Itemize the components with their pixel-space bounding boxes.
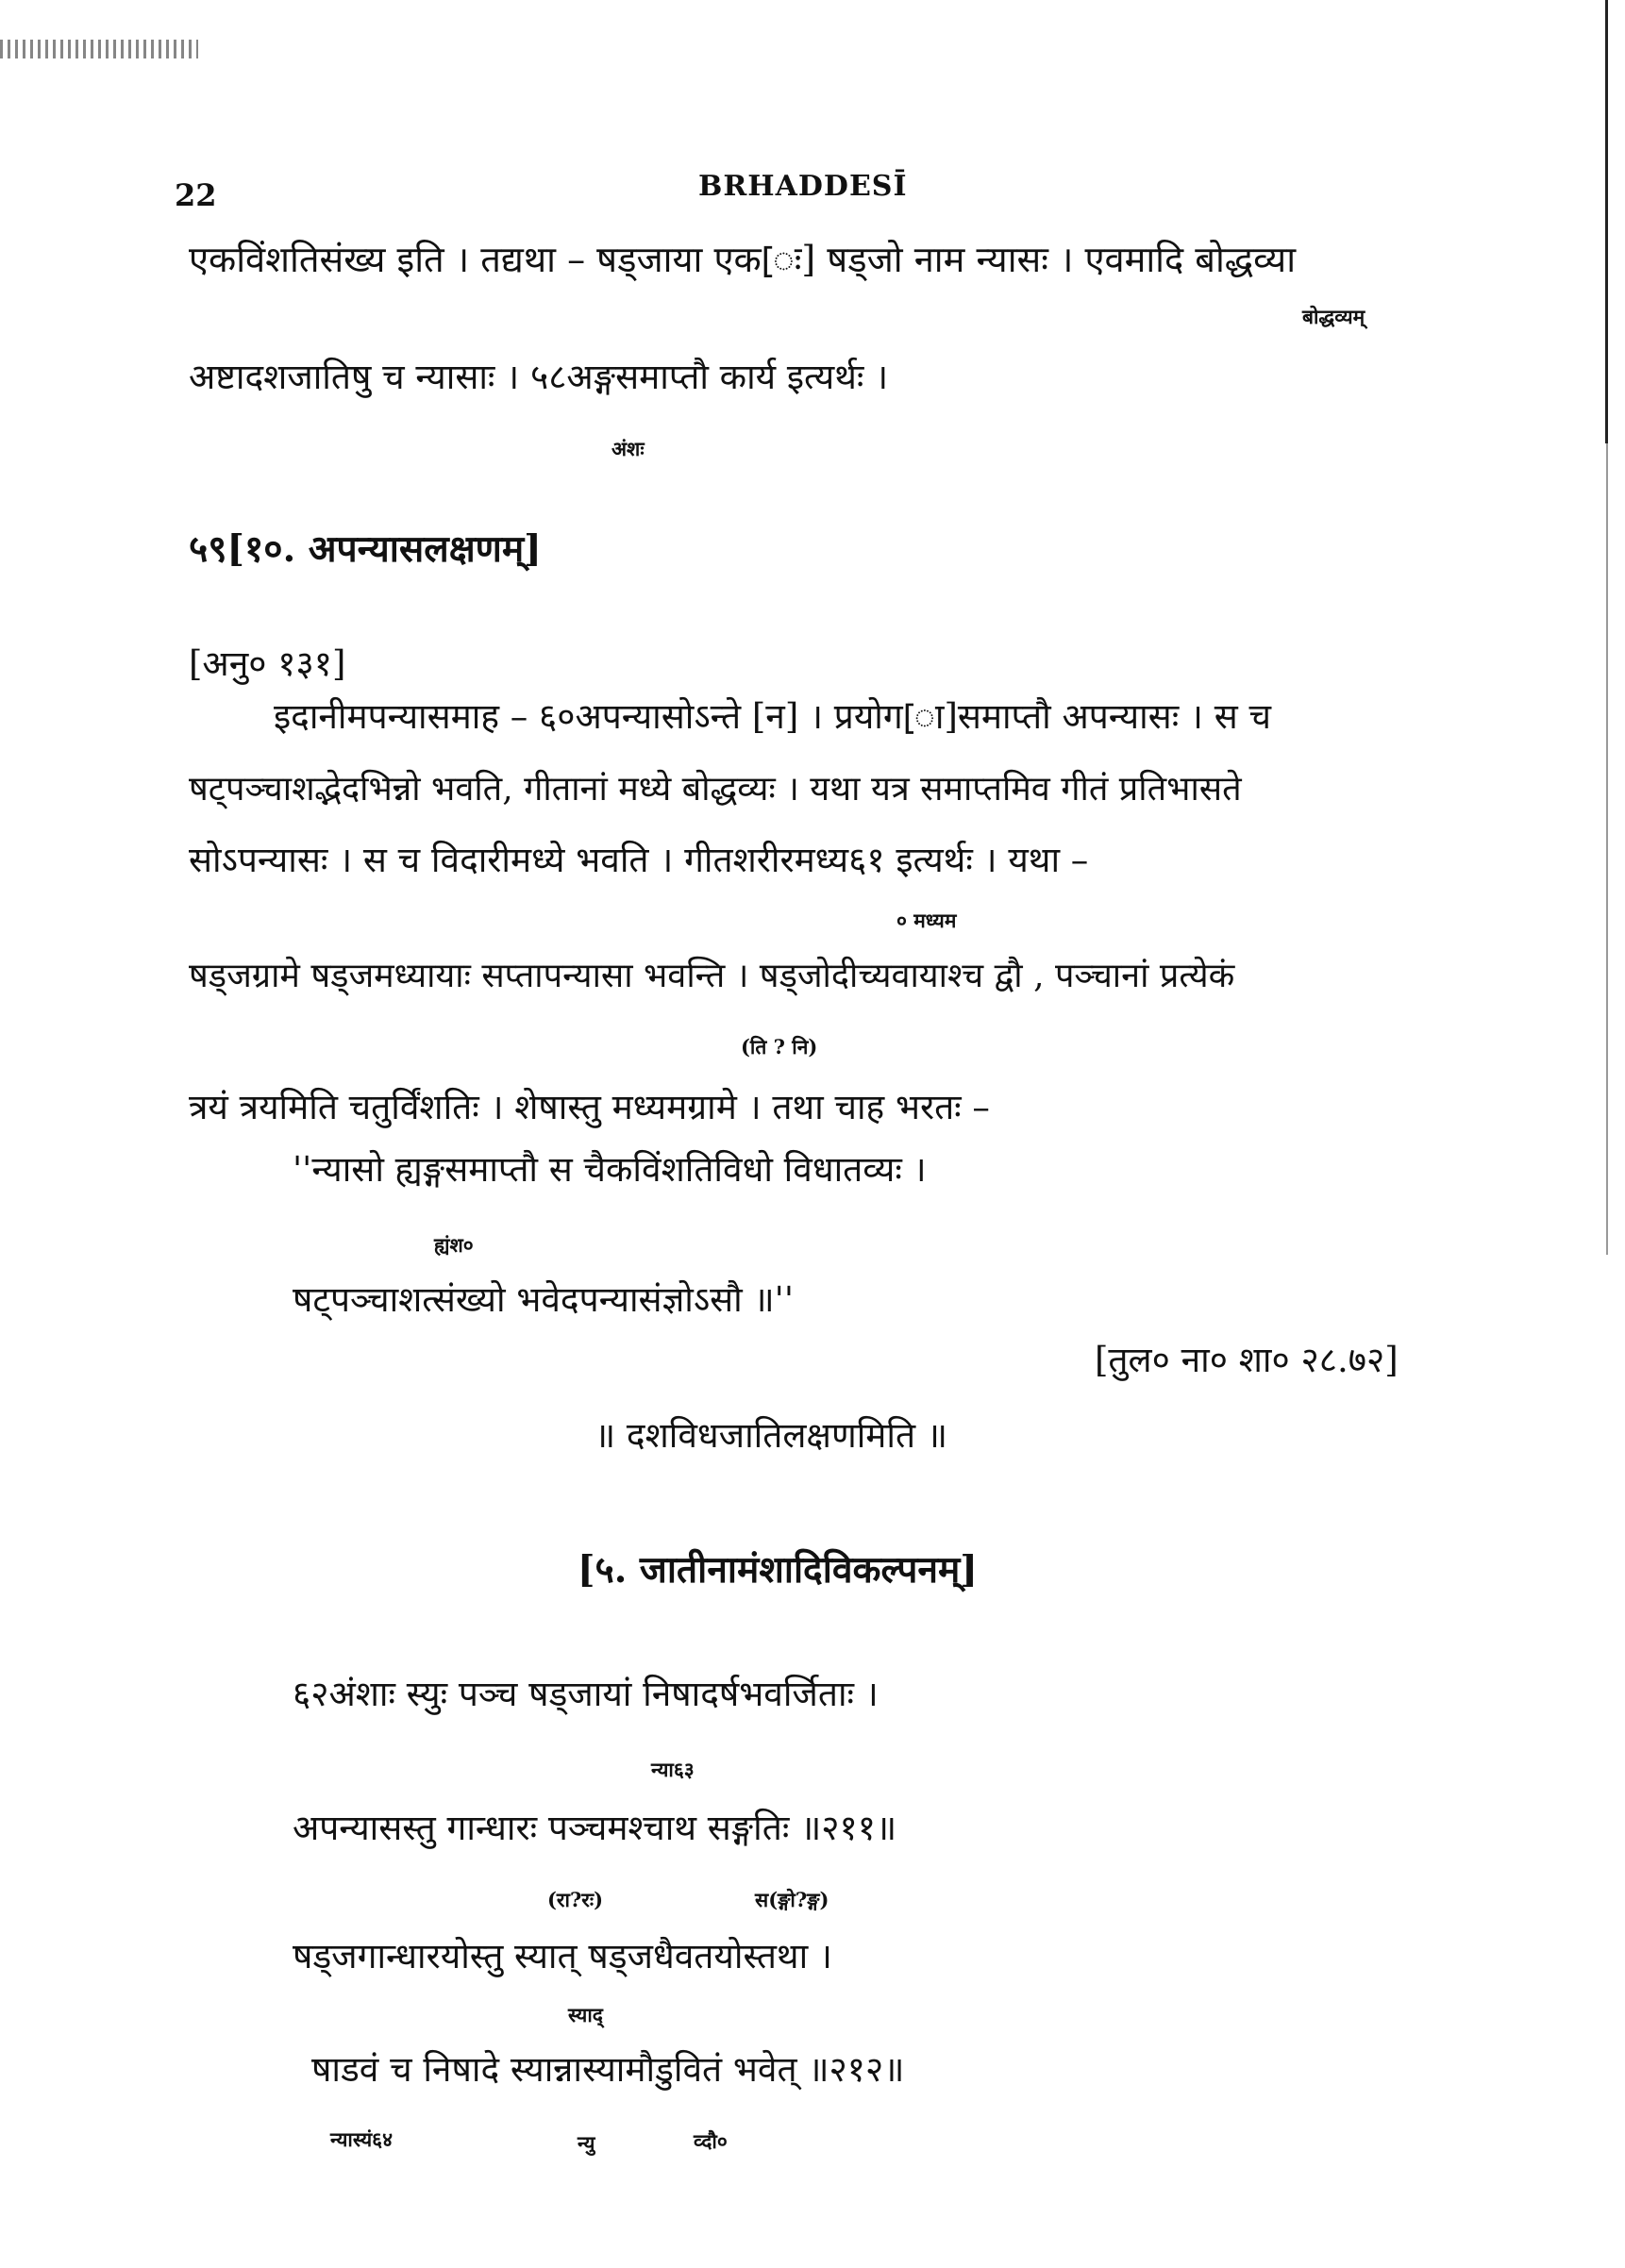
text-line: त्रयं त्रयमिति चतुर्विंशतिः । शेषास्तु मध्यमग्रामे । तथा चाह भरतः – xyxy=(189,1087,990,1127)
verse-line: षट्पञ्चाशत्संख्यो भवेदपन्यासंज्ञोऽसौ ॥'' xyxy=(293,1279,795,1320)
verse-line: अपन्यासस्तु गान्धारः पञ्चमश्चाथ सङ्गतिः ॥२११॥ xyxy=(293,1808,897,1848)
reference: [तुल० ना० शा० २८.७२] xyxy=(1095,1340,1399,1380)
reference: [अनु० १३१] xyxy=(189,643,346,684)
verse-line: ६२अंशाः स्युः पञ्च षड्जायां निषादर्षभवर्जिताः । xyxy=(293,1674,879,1714)
page-edge-line xyxy=(1606,443,1608,1255)
running-title: BRHADDESĪ xyxy=(698,170,908,203)
text-line: षड्जग्रामे षड्जमध्यायाः सप्तापन्यासा भवन्ति । षड्जोदीच्यवायाश्च द्वौ , पञ्चानां प्रत्येकं xyxy=(189,957,1235,995)
text-line: इदानीमपन्यासमाह – ६०अपन्यासोऽन्ते [न] । प्रयोग[ा]समाप्तौ अपन्यासः । स च xyxy=(274,696,1271,737)
gloss: (ति ? नि) xyxy=(741,1035,818,1059)
text-line: अष्टादशजातिषु च न्यासाः । ५८अङ्गसमाप्तौ कार्य इत्यर्थः । xyxy=(189,357,889,397)
gloss: व्दौ० xyxy=(694,2129,728,2153)
page-number: 22 xyxy=(175,177,217,213)
text-line: षट्पञ्चाशद्भेदभिन्नो भवति, गीतानां मध्ये बोद्धव्यः । यथा यत्र समाप्तमिव गीतं प्रतिभासते xyxy=(189,770,1242,809)
gloss: अंशः xyxy=(611,437,645,460)
page-edge-line xyxy=(1605,0,1608,443)
verse-line: ''न्यासो ह्यङ्गसमाप्तौ स चैकविंशतिविधो विधातव्यः । xyxy=(293,1149,927,1190)
verse-line: षाडवं च निषादे स्यान्नास्यामौडुवितं भवेत् ॥२१२॥ xyxy=(311,2049,905,2090)
gloss: ह्यंश० xyxy=(434,1233,474,1257)
gloss: न्या६३ xyxy=(651,1758,695,1781)
section-heading: [५. जातीनामंशादिविकल्पनम्] xyxy=(578,1548,978,1592)
verse-line: षड्जगान्धारयोस्तु स्यात् षड्जधैवतयोस्तथा । xyxy=(293,1936,832,1976)
gloss: न्यु xyxy=(578,2131,595,2155)
section-heading: ५९[१०. अपन्यासलक्षणम्] xyxy=(189,527,542,571)
gloss: (रा?रः) xyxy=(547,1888,604,1911)
gloss: स(ङ्गो?ङ्ग) xyxy=(755,1888,829,1911)
gloss: न्यास्यं६४ xyxy=(330,2127,394,2151)
text-line: सोऽपन्यासः । स च विदारीमध्ये भवति । गीतशरीरमध्य६१ इत्यर्थः । यथा – xyxy=(189,840,1089,880)
scan-noise xyxy=(0,40,198,58)
gloss: स्याद् xyxy=(568,2003,603,2026)
gloss: बोद्धव्यम् xyxy=(1302,305,1365,328)
gloss: ० मध्यम xyxy=(896,909,957,932)
text-line: एकविंशतिसंख्य इति । तद्यथा – षड्जाया एक[ः] षड्जो नाम न्यासः । एवमादि बोद्धव्या xyxy=(189,239,1297,280)
closing-line: ॥ दशविधजातिलक्षणमिति ॥ xyxy=(595,1415,948,1456)
